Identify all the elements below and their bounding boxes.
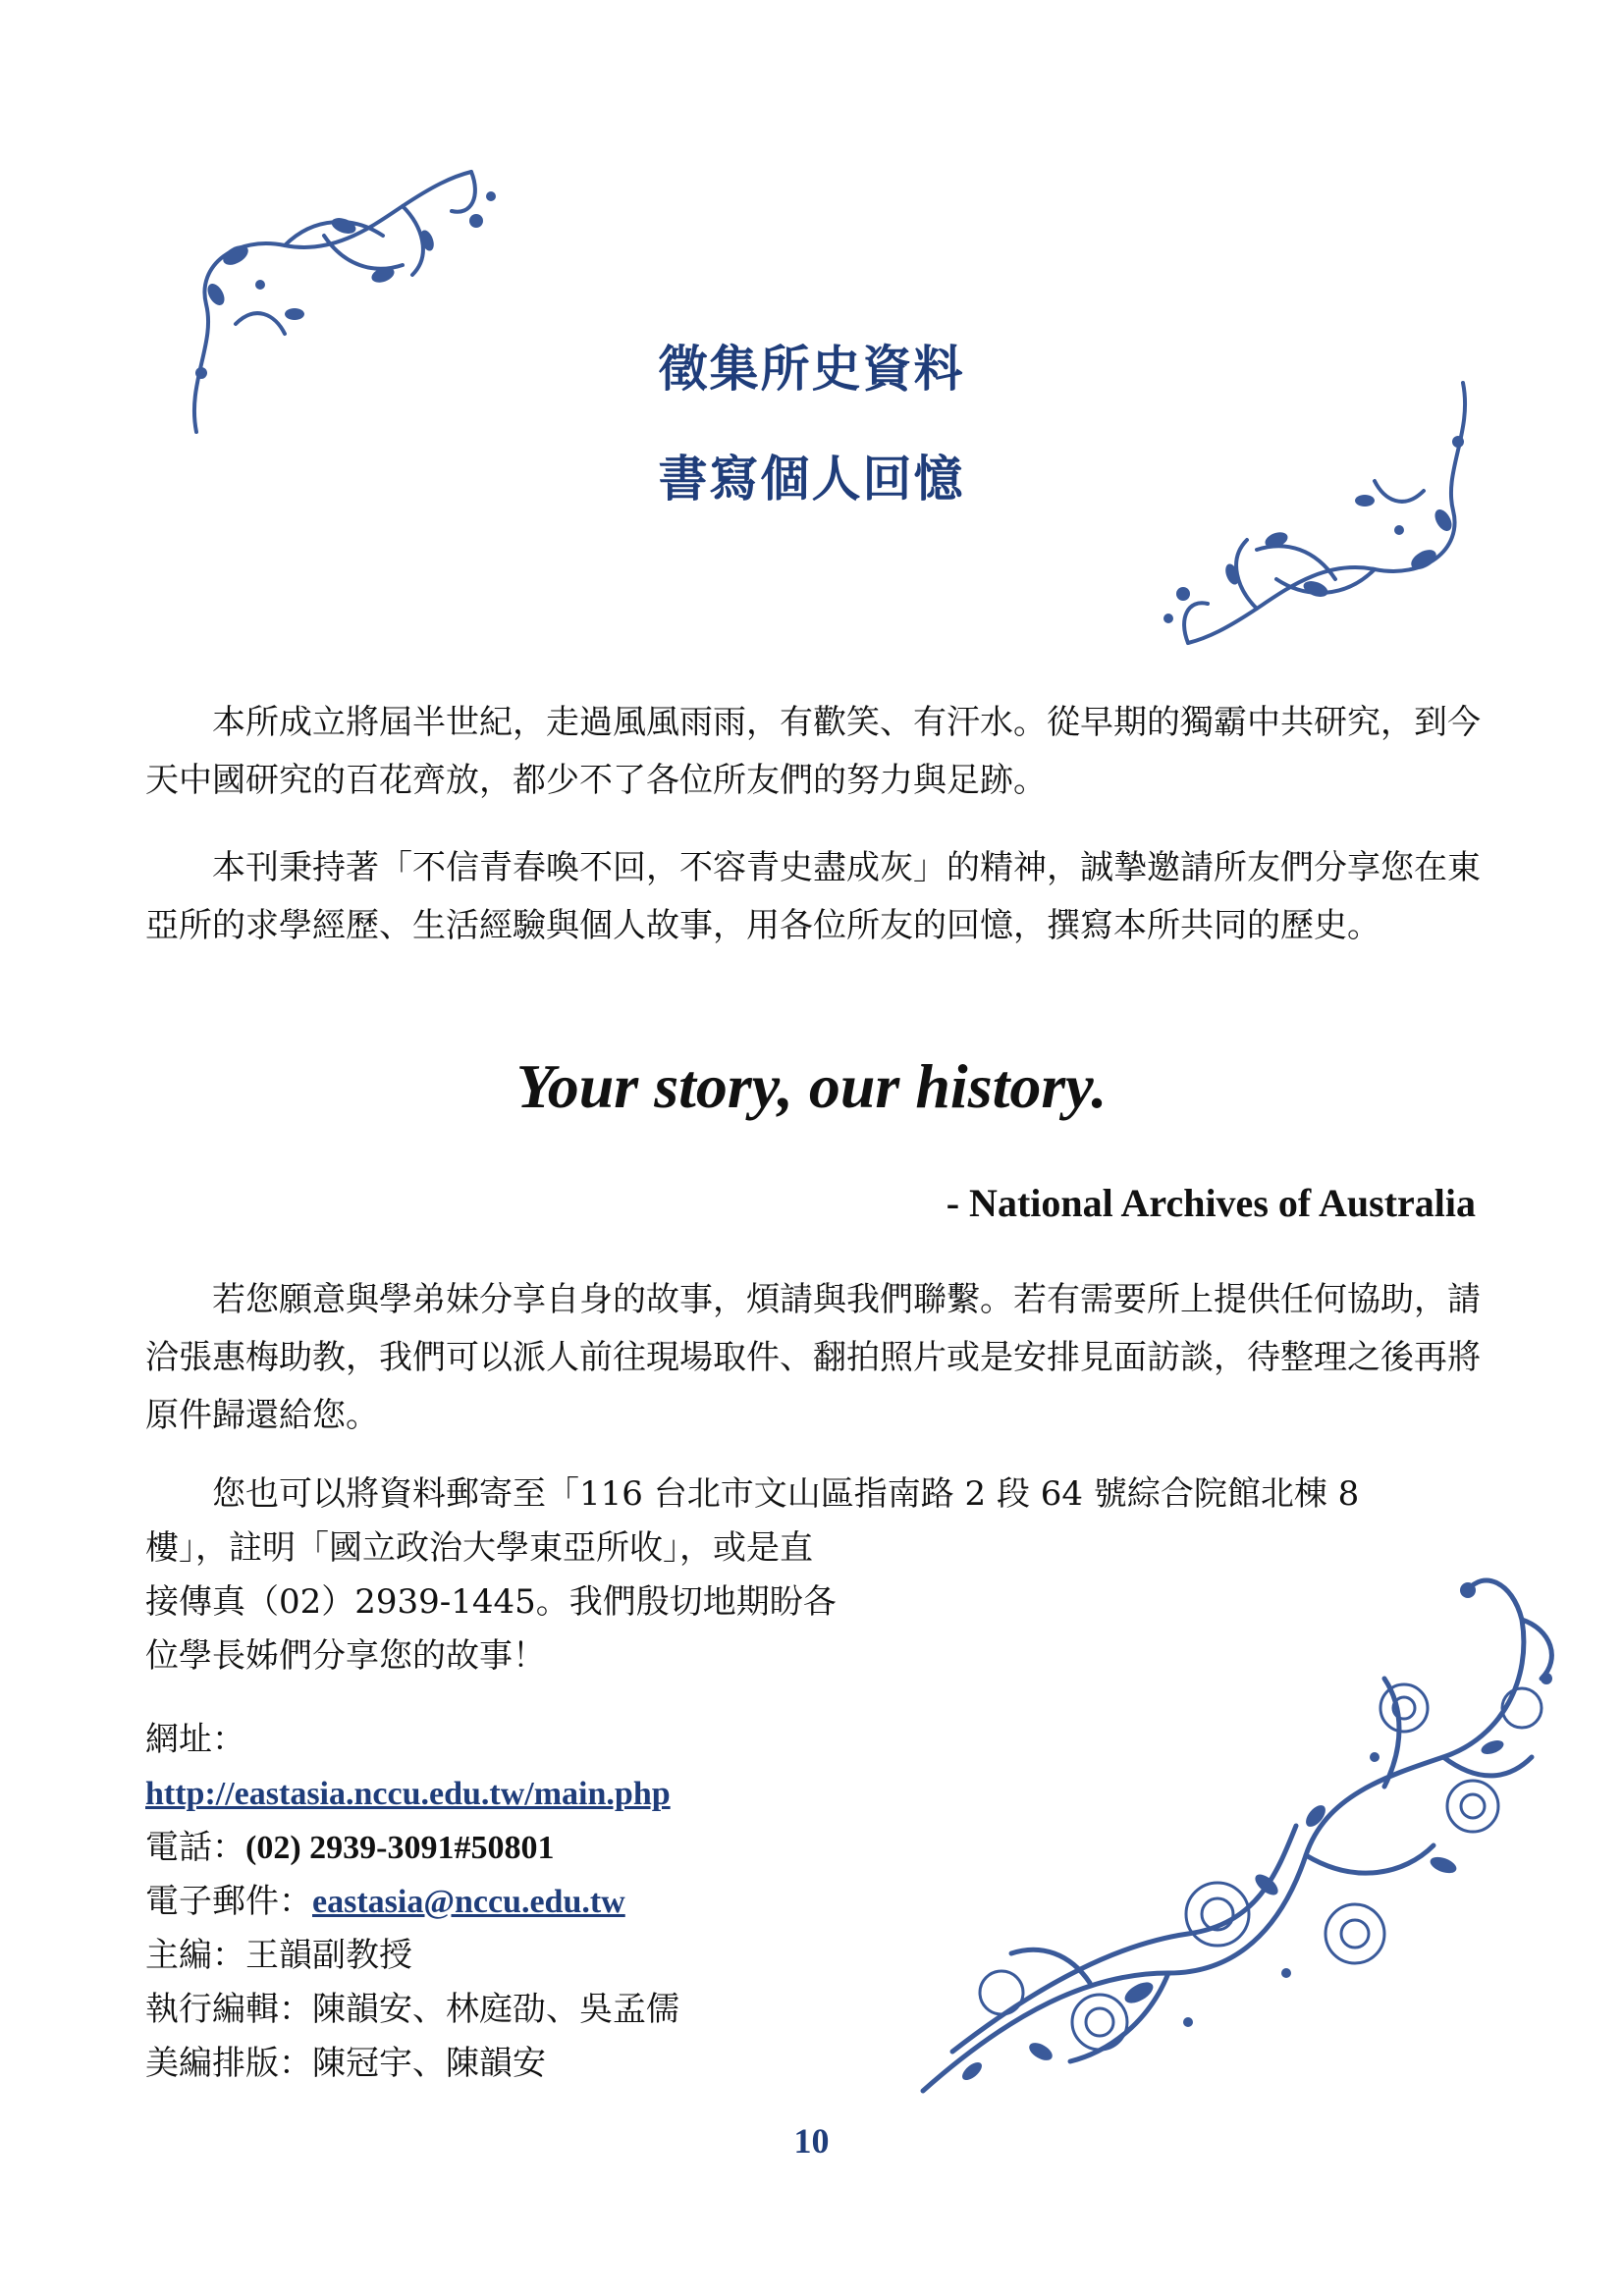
- paragraph-4-line-3: 接傳真（02）2939-1445。我們殷切地期盼各: [145, 1582, 837, 1622]
- email-label: 電子郵件：: [145, 1882, 312, 1921]
- contact-block: [145, 1713, 679, 2091]
- website-link[interactable]: http://eastasia.nccu.edu.tw/main.php: [145, 1776, 671, 1812]
- paragraph-4-line-2: 樓」，註明「國立政治大學東亞所收」，或是直: [145, 1528, 813, 1568]
- body-paragraph-3: 若您願意與學弟妹分享自身的故事，煩請與我們聯繫。若有需要所上提供任何協助，請洽張惠梅助教，我們可以派人前往現場取件、翻拍照片或是安排見面訪談，待整理之後再將原件歸還給您。: [145, 1280, 1481, 1435]
- phone-value: (02) 2939-3091#50801: [245, 1830, 555, 1866]
- intro-paragraph-1: 本所成立將屆半世紀，走過風風雨雨，有歡笑、有汗水。從早期的獨霸中共研究，到今天中國研究的百花齊放，都少不了各位所友們的努力與足跡。: [145, 703, 1481, 800]
- page-number: 10: [793, 2121, 830, 2161]
- email-link[interactable]: eastasia@nccu.edu.tw: [312, 1884, 625, 1920]
- quote-text: Your story, our history.: [515, 1051, 1108, 1121]
- body-paragraph-4: [145, 1468, 1422, 1683]
- editor-credit: 主編：王韻副教授: [145, 1936, 412, 1975]
- layout-editors-credit: 美編排版：陳冠宇、陳韻安: [145, 2044, 546, 2083]
- intro-paragraph-2: 本刊秉持著「不信青春喚不回，不容青史盡成灰」的精神，誠摯邀請所友們分享您在東亞所的求學經歷、生活經驗與個人故事，用各位所友的回憶，撰寫本所共同的歷史。: [145, 848, 1481, 945]
- paragraph-4-line-4: 位學長姊們分享您的故事！: [145, 1636, 546, 1676]
- paragraph-4-line-1: 您也可以將資料郵寄至「116 台北市文山區指南路 2 段 64 號綜合院館北棟 8: [212, 1474, 1360, 1514]
- executive-editors-credit: 執行編輯：陳韻安、林庭劭、吳孟儒: [145, 1990, 679, 2029]
- floral-ornament-top-left-icon: [177, 167, 511, 442]
- page-title-line-1: 徵集所史資料: [658, 341, 965, 398]
- phone-label: 電話：: [145, 1828, 245, 1867]
- floral-ornament-top-right-icon: [1149, 373, 1483, 648]
- website-label: 網址：: [145, 1720, 245, 1759]
- page-title-line-2: 書寫個人回憶: [658, 451, 965, 507]
- quote-attribution: - National Archives of Australia: [946, 1181, 1476, 1225]
